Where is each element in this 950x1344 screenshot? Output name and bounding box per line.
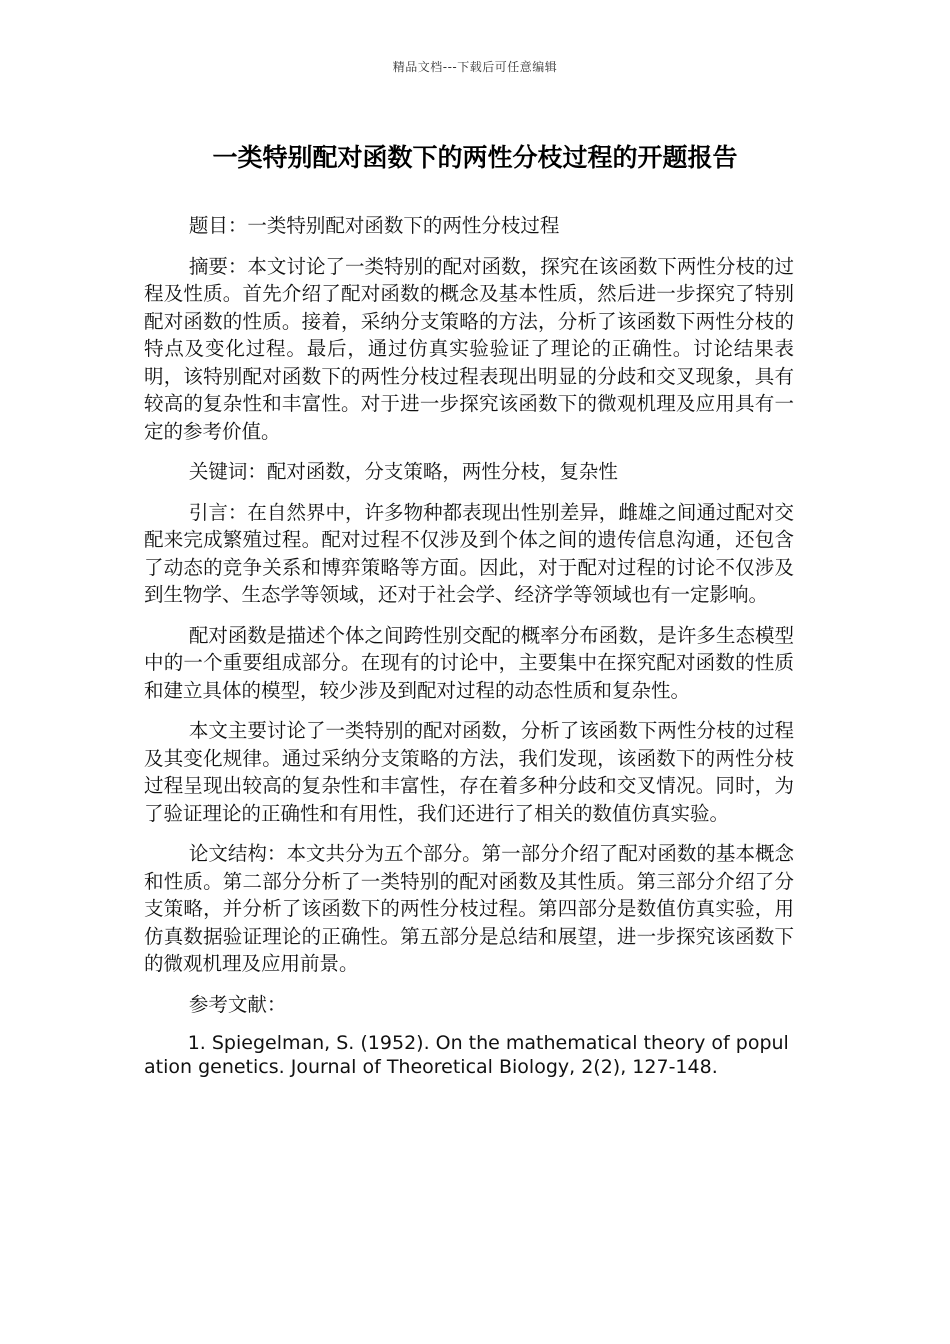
- abstract-paragraph: 摘要：本文讨论了一类特别的配对函数，探究在该函数下两性分枝的过程及性质。首先介绍了配对函数的概念及基本性质，然后进一步探究了特别配对函数的性质。接着，采纳分支策略的方法，分析了该函数下两性分枝的特点及变化过程。最后，通过仿真实验验证了理论的正确性。讨论结果表明，该特别配对函数下的两性分枝过程表现出明显的分歧和交叉现象，具有较高的复杂性和丰富性。对于进一步探究该函数下的微观机理及应用具有一定的参考价值。: [144, 254, 794, 443]
- pairing-function-paragraph: 配对函数是描述个体之间跨性别交配的概率分布函数，是许多生态模型中的一个重要组成部分。在现有的讨论中，主要集中在探究配对函数的性质和建立具体的模型，较少涉及到配对过程的动态性质和复杂性。: [144, 623, 794, 702]
- header-note: 精品文档---下载后可任意编辑: [392, 60, 558, 74]
- references-heading: 参考文献：: [188, 992, 287, 1016]
- topic-paragraph: 题目：一类特别配对函数下的两性分枝过程: [188, 214, 560, 237]
- keywords-paragraph: 关键词：配对函数，分支策略，两性分枝，复杂性: [188, 460, 618, 483]
- document-title: 一类特别配对函数下的两性分枝过程的开题报告: [212, 143, 738, 172]
- reference-item: 1. Spiegelman, S. (1952). On the mathematical theory of population genetics. Journal of Theoretical Biology, 2(2), 127-148.: [144, 1032, 789, 1078]
- introduction-paragraph: 引言：在自然界中，许多物种都表现出性别差异，雌雄之间通过配对交配来完成繁殖过程。配对过程不仅涉及到个体之间的遗传信息沟通，还包含了动态的竞争关系和博弈策略等方面。因此，对于配对过程的讨论不仅涉及到生物学、生态学等领域，还对于社会学、经济学等领域也有一定影响。: [144, 500, 794, 606]
- structure-paragraph: 论文结构：本文共分为五个部分。第一部分介绍了配对函数的基本概念和性质。第二部分分析了一类特别的配对函数及其性质。第三部分介绍了分支策略，并分析了该函数下的两性分枝过程。第四部分是数值仿真实验，用仿真数据验证理论的正确性。第五部分是总结和展望，进一步探究该函数下的微观机理及应用前景。: [144, 842, 794, 975]
- main-content-paragraph: 本文主要讨论了一类特别的配对函数，分析了该函数下两性分枝的过程及其变化规律。通过采纳分支策略的方法，我们发现，该函数下的两性分枝过程呈现出较高的复杂性和丰富性，存在着多种分歧和交叉情况。同时，为了验证理论的正确性和有用性，我们还进行了相关的数值仿真实验。: [144, 719, 794, 825]
- document-body: [144, 212, 794, 1092]
